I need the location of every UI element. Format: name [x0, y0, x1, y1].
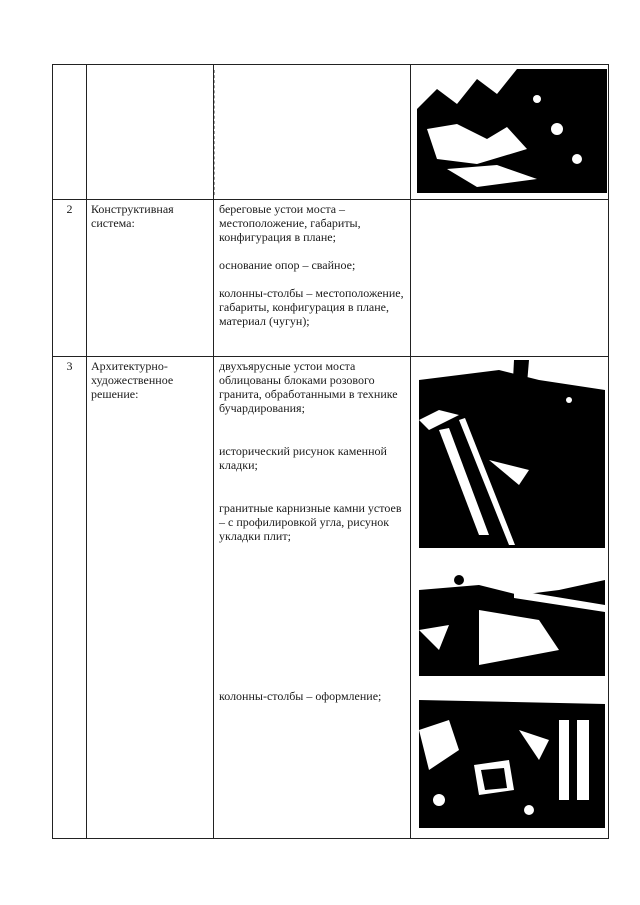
- row-number: [53, 65, 87, 200]
- river-trees-photo: [417, 69, 607, 193]
- row-number: 2: [53, 200, 87, 357]
- description-item: береговые устои моста – местоположение, габариты, конфигурация в плане;: [219, 202, 361, 244]
- description-item: гранитные карнизные камни устоев – с профилировкой угла, рисунок укладки плит;: [219, 501, 402, 543]
- row-description: [214, 357, 411, 839]
- description-item: колонны-столбы – местоположение, габариты, конфигурация в плане, материал (чугун);: [219, 286, 404, 328]
- granite-abutment-photo: [419, 360, 605, 548]
- description-item: основание опор – свайное;: [219, 258, 356, 272]
- columns-under-bridge-photo: [419, 690, 605, 828]
- table-row: [53, 357, 609, 839]
- row-description: [214, 200, 411, 357]
- description-item: колонны-столбы – оформление;: [219, 689, 382, 703]
- scan-artifact-line: [214, 70, 215, 195]
- row-number: 3: [53, 357, 87, 839]
- bridge-side-photo: [419, 560, 605, 676]
- photo-cell: [411, 357, 609, 839]
- row-description: [214, 65, 411, 200]
- description-item: двухъярусные устои моста облицованы блоками розового гранита, обработанными в технике бучардирования;: [219, 359, 398, 415]
- row-name: Конструктивная система:: [87, 200, 214, 357]
- object-subject-table: [52, 64, 609, 839]
- row-name: Архитектурно-художественное решение:: [87, 357, 214, 839]
- table-row: [53, 200, 609, 357]
- photo-cell: [411, 65, 609, 200]
- row-name: [87, 65, 214, 200]
- description-item: исторический рисунок каменной кладки;: [219, 444, 387, 472]
- table-row: [53, 65, 609, 200]
- photo-cell: [411, 200, 609, 357]
